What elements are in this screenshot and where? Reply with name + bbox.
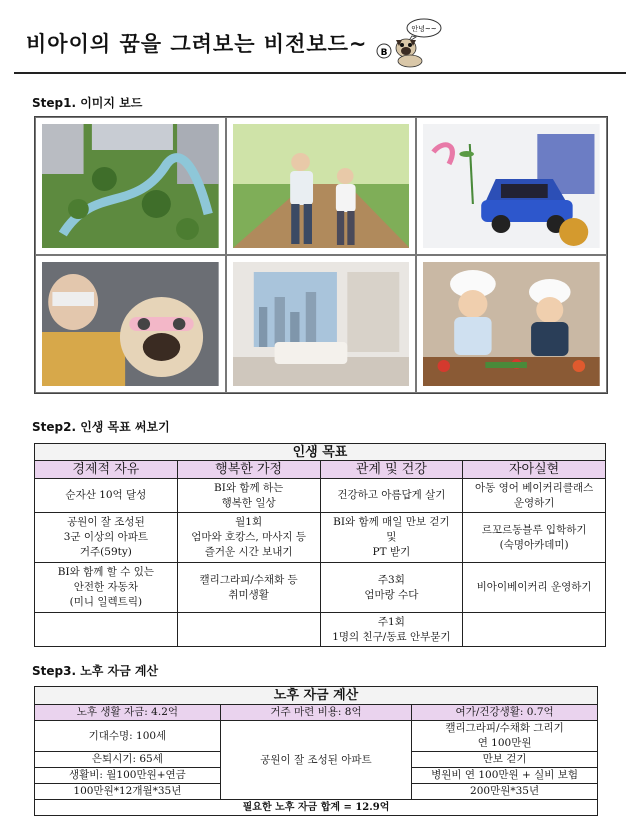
goal-cell (177, 479, 320, 513)
retire-cell: 기대수명: 100세 (35, 721, 221, 752)
goal-cell (463, 513, 606, 563)
retire-text: 캘리그라피/수채화 그리기 연 100만원 (445, 722, 564, 749)
goal-text: 주1회 1명의 친구/동료 안부묻기 (332, 615, 451, 643)
retire-table-title: 노후 자금 계산 (35, 687, 598, 705)
retire-cell: 만보 걷기 (412, 752, 598, 768)
goal-text: 르꼬르동블루 입학하기 (숙명아카데미) (481, 523, 587, 551)
goal-text: 비아이베이커리 운영하기 (476, 581, 592, 593)
goal-text: 주3회 엄마랑 수다 (364, 573, 419, 601)
goals-header: 관계 및 건강 (320, 461, 463, 479)
image-kids-baking (416, 255, 607, 393)
step1-heading: Step1. 이미지 보드 (32, 96, 143, 110)
goal-cell (35, 479, 178, 513)
goal-text: BI와 함께 하는 행복한 일상 (213, 481, 284, 509)
goal-cell (320, 479, 463, 513)
retirement-fund-table (34, 686, 598, 816)
goal-text: 캘리그라피/수채화 등 취미생활 (199, 573, 298, 601)
goal-cell (35, 613, 178, 647)
goal-cell (463, 613, 606, 647)
image-luxury-interior (226, 255, 417, 393)
goal-cell (320, 513, 463, 563)
pug-mascot-illustration (372, 18, 444, 68)
goals-header: 행복한 가정 (177, 461, 320, 479)
image-pug-selfie (35, 255, 226, 393)
goals-header: 경제적 자유 (35, 461, 178, 479)
goal-text: 공원이 잘 조성된 3군 이상의 아파트 거주(59ty) (63, 516, 149, 558)
retire-total: 필요한 노후 자금 합계 = 12.9억 (35, 800, 598, 816)
goal-text: 아동 영어 베이커리클래스 운영하기 (475, 481, 594, 509)
mascot-letter: B (380, 48, 388, 58)
goal-text: 순자산 10억 달성 (65, 489, 147, 501)
image-board (34, 116, 608, 394)
retire-header: 거주 마련 비용: 8억 (220, 705, 411, 721)
goal-text: BI와 함께 할 수 있는 안전한 자동차 (미니 일렉트릭) (57, 566, 154, 608)
image-garden-apartment (35, 117, 226, 255)
goal-cell (463, 479, 606, 513)
mascot-bubble-text: 안녕~~ (411, 25, 437, 33)
goal-text: BI와 함께 매일 만보 걷기 및 PT 받기 (333, 516, 450, 558)
goal-cell (35, 513, 178, 563)
goal-cell (177, 613, 320, 647)
retire-cell (412, 721, 598, 752)
goal-cell (463, 563, 606, 613)
goal-text: 건강하고 아름답게 살기 (337, 489, 446, 501)
goal-cell (320, 613, 463, 647)
goal-cell (35, 563, 178, 613)
goal-cell (177, 563, 320, 613)
goal-text: 월1회 엄마와 호캉스, 마사지 등 즐거운 시간 보내기 (191, 516, 307, 558)
retire-cell: 생활비: 월100만원+연금 (35, 768, 221, 784)
goals-table-title: 인생 목표 (35, 444, 606, 461)
image-couple-jogging (226, 117, 417, 255)
page-title: 비아이의 꿈을 그려보는 비전보드~ (26, 32, 368, 56)
retire-cell: 병원비 연 100만원 + 실비 보험 (412, 768, 598, 784)
retire-cell: 200만원*35년 (412, 784, 598, 800)
goal-cell (177, 513, 320, 563)
title-divider (14, 72, 626, 74)
step3-heading: Step3. 노후 자금 계산 (32, 664, 159, 678)
retire-header: 여가/건강생활: 0.7억 (412, 705, 598, 721)
retire-cell: 공원이 잘 조성된 아파트 (220, 721, 411, 800)
retire-cell: 은퇴시기: 65세 (35, 752, 221, 768)
retire-cell: 100만원*12개월*35년 (35, 784, 221, 800)
goal-cell (320, 563, 463, 613)
image-blue-mini-car (416, 117, 607, 255)
retire-header: 노후 생활 자금: 4.2억 (35, 705, 221, 721)
goals-header: 자아실현 (463, 461, 606, 479)
life-goals-table (34, 443, 606, 647)
step2-heading: Step2. 인생 목표 써보기 (32, 420, 170, 434)
